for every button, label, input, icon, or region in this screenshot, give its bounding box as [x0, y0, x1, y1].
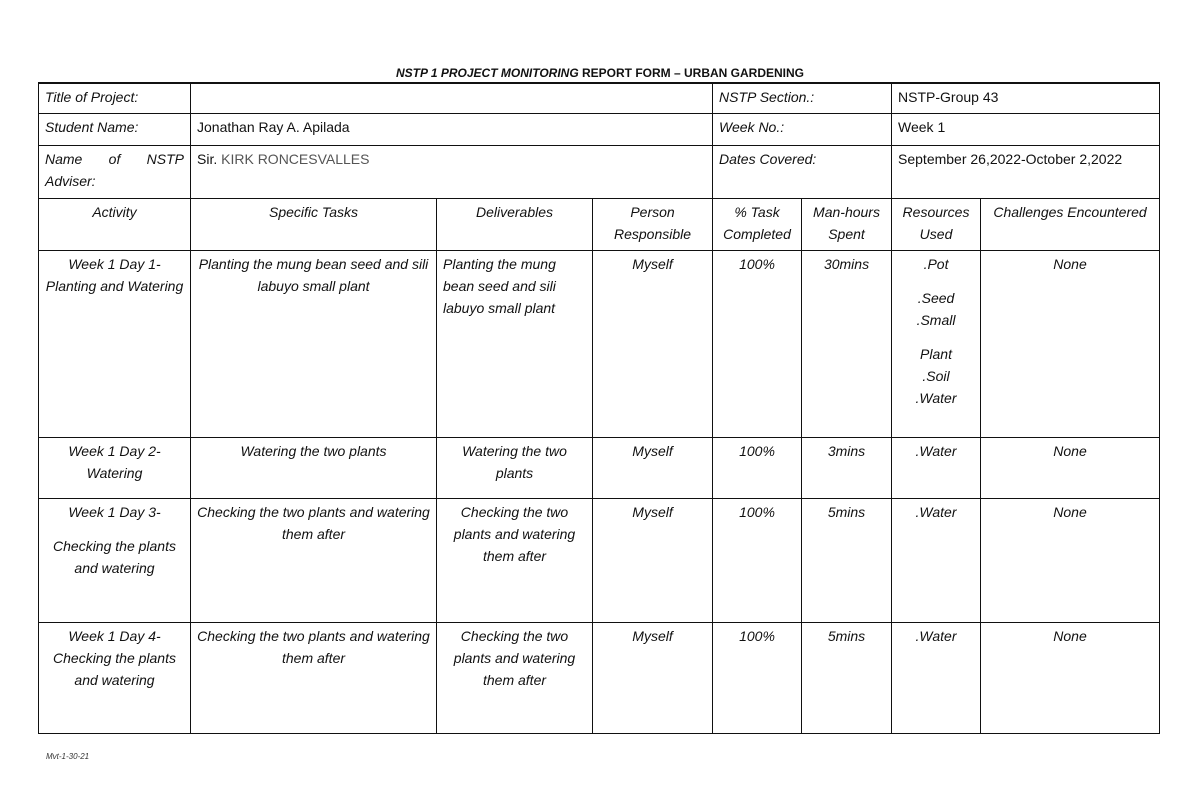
header-person-responsible: Person Responsible [593, 198, 713, 250]
row-activity [39, 250, 191, 437]
row-person: Myself [593, 498, 713, 622]
row-specific-tasks: Planting the mung bean seed and sili labuyo small plant [191, 250, 437, 437]
project-title-label: Title of Project: [39, 83, 191, 113]
adviser-label: Name of NSTP Adviser: [39, 145, 191, 198]
row-activity [39, 437, 191, 498]
table-row [39, 250, 1160, 437]
section-label: NSTP Section.: [713, 83, 892, 113]
table-row [39, 437, 1160, 498]
student-name-label: Student Name: [39, 113, 191, 145]
activity-desc: Checking the plants and watering [53, 649, 176, 688]
adviser-value[interactable] [191, 145, 713, 198]
row-challenges: None [981, 437, 1160, 498]
row-manhours: 30mins [802, 250, 892, 437]
adviser-name: KIRK RONCESVALLES [221, 150, 370, 167]
column-header-row [39, 198, 1160, 250]
week-label: Week No.: [713, 113, 892, 145]
project-title-field[interactable] [191, 83, 713, 113]
resource-item: Plant [920, 345, 952, 362]
row-manhours: 3mins [802, 437, 892, 498]
row-percent: 100% [713, 622, 802, 733]
row-activity [39, 498, 191, 622]
row-specific-tasks: Watering the two plants [191, 437, 437, 498]
row-challenges: None [981, 498, 1160, 622]
row-resources [892, 437, 981, 498]
header-deliverables: Deliverables [437, 198, 593, 250]
activity-desc: Watering [86, 464, 143, 481]
row-resources [892, 250, 981, 437]
activity-day: Week 1 Day 4- [68, 627, 161, 644]
row-percent: 100% [713, 250, 802, 437]
row-resources [892, 498, 981, 622]
info-row-title [39, 83, 1160, 113]
title-part3: REPORT FORM – URBAN GARDENING [578, 66, 805, 80]
section-value[interactable]: NSTP-Group 43 [892, 83, 1160, 113]
resource-item: .Water [915, 389, 957, 406]
resource-item: .Water [915, 503, 957, 520]
resource-item: .Soil [922, 367, 950, 384]
activity-desc: Planting and Watering [45, 277, 184, 294]
header-specific-tasks: Specific Tasks [191, 198, 437, 250]
row-specific-tasks: Checking the two plants and watering them after [191, 622, 437, 733]
header-man-hours: Man-hours Spent [802, 198, 892, 250]
resource-item: .Seed [917, 289, 955, 306]
header-resources-used: Resources Used [892, 198, 981, 250]
activity-day: Week 1 Day 3- [68, 503, 161, 520]
row-deliverables: Planting the mung bean seed and sili labuyo small plant [437, 250, 593, 437]
row-specific-tasks: Checking the two plants and watering them after [191, 498, 437, 622]
dates-value[interactable]: September 26,2022-October 2,2022 [892, 145, 1160, 198]
adviser-prefix: Sir. [197, 150, 222, 167]
footer-code: Mvt-1-30-21 [46, 752, 90, 761]
row-deliverables: Watering the two plants [437, 437, 593, 498]
table-row [39, 622, 1160, 733]
document-title [0, 66, 1200, 80]
activity-day: Week 1 Day 2- [68, 442, 161, 459]
header-challenges: Challenges Encountered [981, 198, 1160, 250]
dates-label: Dates Covered: [713, 145, 892, 198]
resource-item: .Small [916, 311, 956, 328]
activity-desc: Checking the plants and watering [53, 537, 176, 576]
resource-item: .Pot [923, 255, 949, 272]
row-manhours: 5mins [802, 498, 892, 622]
row-manhours: 5mins [802, 622, 892, 733]
row-resources [892, 622, 981, 733]
row-person: Myself [593, 250, 713, 437]
row-percent: 100% [713, 498, 802, 622]
row-challenges: None [981, 250, 1160, 437]
resource-item: .Water [915, 627, 957, 644]
row-percent: 100% [713, 437, 802, 498]
table-row [39, 498, 1160, 622]
info-row-student [39, 113, 1160, 145]
monitoring-form-table [38, 82, 1160, 734]
row-person: Myself [593, 622, 713, 733]
row-challenges: None [981, 622, 1160, 733]
title-part2: MONITORING [500, 66, 579, 80]
title-part1: NSTP 1 PROJECT [395, 66, 501, 80]
activity-day: Week 1 Day 1- [68, 255, 161, 272]
header-activity: Activity [39, 198, 191, 250]
resource-item: .Water [915, 442, 957, 459]
row-person: Myself [593, 437, 713, 498]
info-row-adviser [39, 145, 1160, 198]
week-value[interactable]: Week 1 [892, 113, 1160, 145]
row-deliverables: Checking the two plants and watering them after [437, 622, 593, 733]
student-name-value[interactable]: Jonathan Ray A. Apilada [191, 113, 713, 145]
row-activity [39, 622, 191, 733]
header-percent-completed: % Task Completed [713, 198, 802, 250]
row-deliverables: Checking the two plants and watering them after [437, 498, 593, 622]
